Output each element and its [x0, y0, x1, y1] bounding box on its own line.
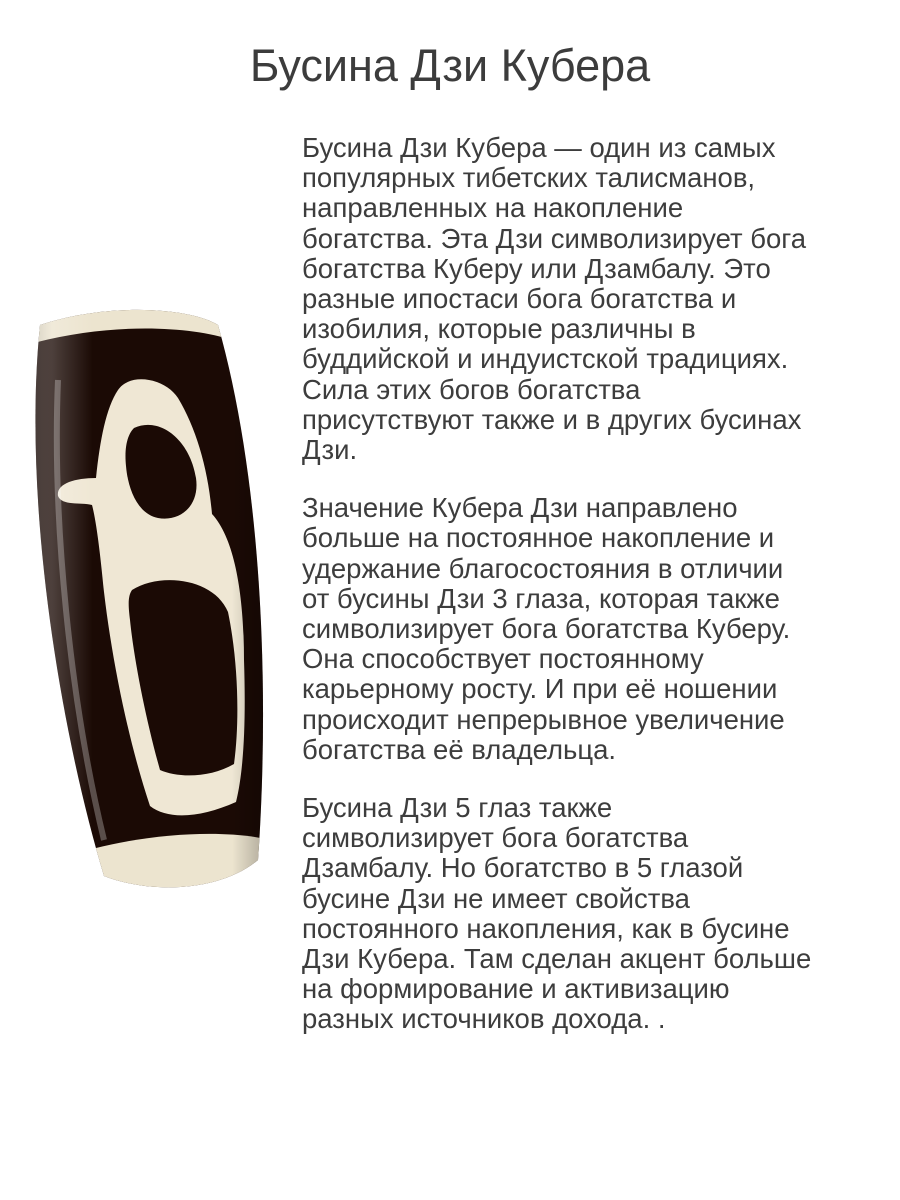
- page-title: Бусина Дзи Кубера: [249, 40, 651, 91]
- paragraph-3: Бусина Дзи 5 глаз также символизирует бога богатства Дзамбалу. Но богатство в 5 глазой бусине Дзи не имеет свойства постоянного накопления, как в бусине Дзи Кубера. Там сделан акцент больше на формирование и активизацию разных источников дохода. .: [302, 792, 812, 1035]
- bead-body: [0, 300, 290, 900]
- paragraph-1: Бусина Дзи Кубера — один из самых популярных тибетских талисманов, направленных на накопление богатства. Эта Дзи символизирует бога богатства Куберу или Дзамбалу. Это разные ипостаси бога богатства и изобилия, которые различны в буддийской и индуистской традициях. Сила этих богов богатства присутствуют также и в других бусинах Дзи.: [302, 132, 806, 466]
- description-text: [302, 133, 882, 1063]
- paragraph-2: Значение Кубера Дзи направлено больше на постоянное накопление и удержание благосостояния в отличии от бусины Дзи 3 глаза, которая также символизирует бога богатства Куберу. Она способствует постоянному карьерному росту. И при её ношении происходит непрерывное увеличение богатства её владельца.: [302, 492, 791, 765]
- dzi-bead-image: [0, 300, 290, 900]
